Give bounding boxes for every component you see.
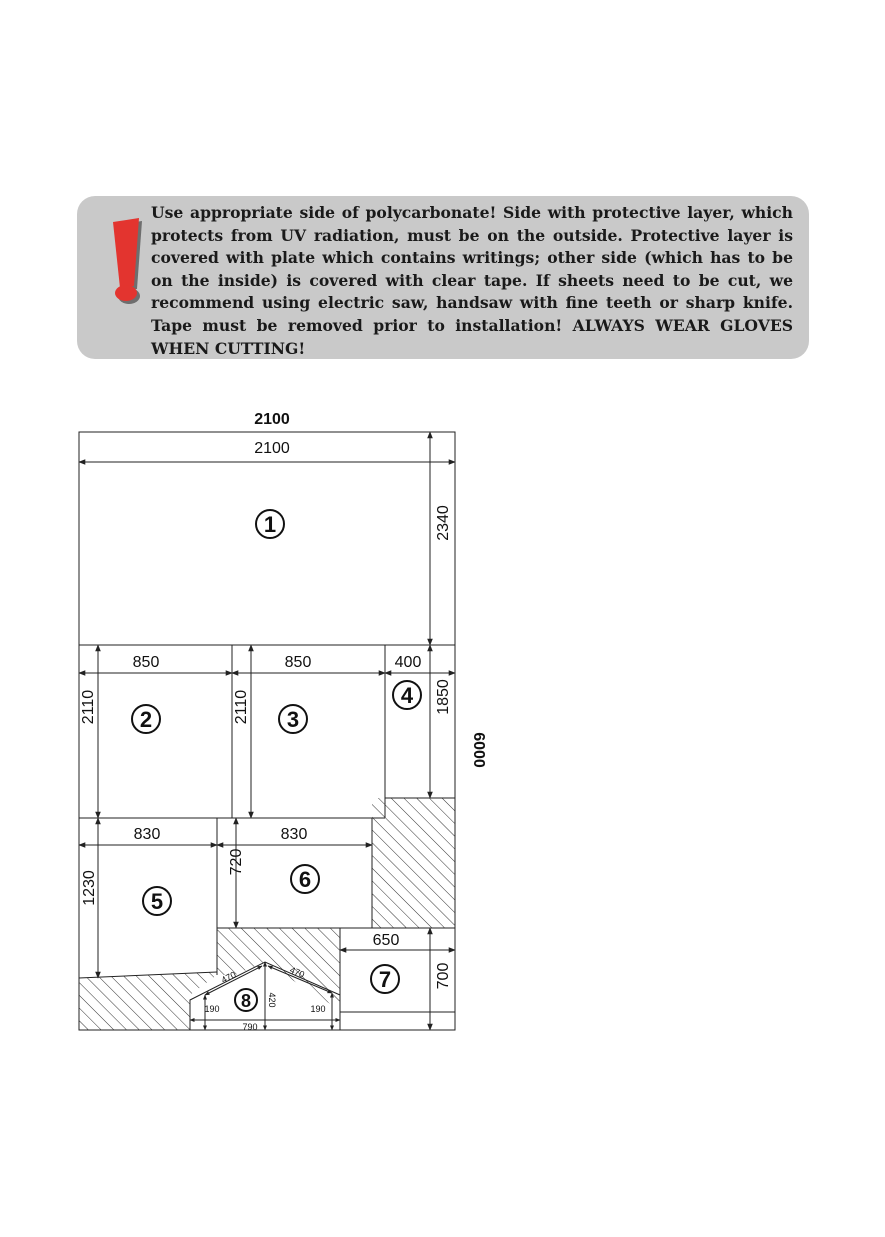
dim-label: 470 xyxy=(219,969,238,986)
svg-text:2: 2 xyxy=(139,707,153,732)
dim-label: 190 xyxy=(310,1004,326,1014)
dim-label: 400 xyxy=(394,654,422,671)
piece-7-number xyxy=(371,965,399,993)
svg-text:5: 5 xyxy=(150,889,164,914)
svg-text:8: 8 xyxy=(240,991,252,1011)
piece-4-number xyxy=(393,681,421,709)
dim-label: 790 xyxy=(242,1022,258,1032)
dim-label: 2100 xyxy=(254,440,290,457)
dim-label: 190 xyxy=(204,1004,220,1014)
piece-6-number xyxy=(291,865,319,893)
piece-1-number xyxy=(256,510,284,538)
svg-text:1: 1 xyxy=(263,512,277,537)
svg-text:4: 4 xyxy=(400,683,414,708)
svg-text:6: 6 xyxy=(298,867,312,892)
dim-label: 470 xyxy=(288,964,307,980)
dim-label: 830 xyxy=(280,826,308,843)
svg-text:7: 7 xyxy=(378,967,392,992)
dim-label: 1230 xyxy=(81,870,98,906)
svg-text:3: 3 xyxy=(286,707,300,732)
dim-label: 720 xyxy=(228,848,245,876)
dim-label: 2110 xyxy=(233,689,250,725)
dim-label: 650 xyxy=(372,932,400,949)
dim-label: 2340 xyxy=(435,505,452,541)
piece-5-number xyxy=(143,887,171,915)
dim-label: 830 xyxy=(133,826,161,843)
dim-label: 700 xyxy=(435,962,452,990)
dim-label: 850 xyxy=(132,654,160,671)
dim-label: 850 xyxy=(284,654,312,671)
sheet-width-label: 2100 xyxy=(254,411,290,428)
warning-text: Use appropriate side of polycarbonate! Side with protective layer, which protects from UV radiation, must be on the outside. Protective layer is covered with plate which contains writings; other side (which has to be on the inside) is covered with clear tape. If sheets need to be cut, we recommend using electric saw, handsaw with fine teeth or sharp knife. Tape must be removed prior to installation! ALWAYS WEAR GLOVES WHEN CUTTING! xyxy=(151,203,793,358)
piece-2-number xyxy=(132,705,160,733)
piece-3-number xyxy=(279,705,307,733)
dim-label: 1850 xyxy=(435,679,452,715)
piece-8-number xyxy=(235,989,257,1011)
dim-label: 420 xyxy=(267,992,277,1008)
dim-label: 2110 xyxy=(80,689,97,725)
sheet-height-label: 6000 xyxy=(470,732,487,768)
